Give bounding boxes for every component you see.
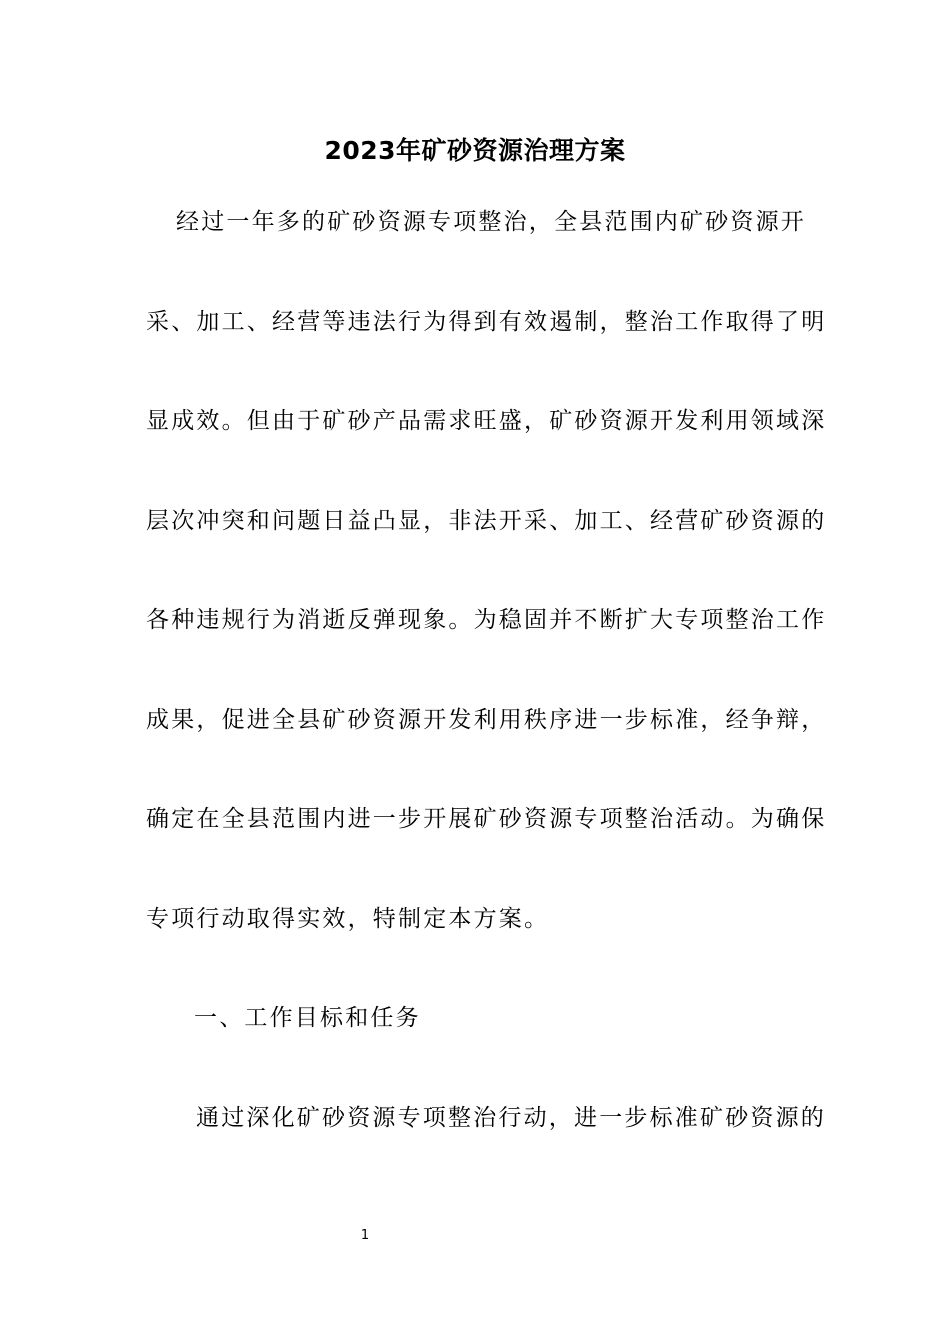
paragraph-1-line-8: 专项行动取得实效，特制定本方案。 (146, 906, 550, 932)
paragraph-1-line-3: 显成效。但由于矿砂产品需求旺盛，矿砂资源开发利用领域深 (146, 408, 827, 434)
page-number: 1 (360, 1228, 370, 1243)
paragraph-1-line-4: 层次冲突和问题日益凸显，非法开采、加工、经营矿砂资源的 (146, 508, 827, 534)
document-title: 2023年矿砂资源治理方案 (324, 136, 626, 165)
paragraph-1-line-1: 经过一年多的矿砂资源专项整治，全县范围内矿砂资源开 (176, 209, 806, 235)
paragraph-1-line-2: 采、加工、经营等违法行为得到有效遏制，整治工作取得了明 (146, 309, 827, 335)
paragraph-1-line-5: 各种违规行为消逝反弹现象。为稳固并不断扩大专项整治工作 (146, 607, 827, 633)
section-heading: 一、工作目标和任务 (194, 1005, 421, 1031)
paragraph-2-line-1: 通过深化矿砂资源专项整治行动，进一步标准矿砂资源的 (196, 1105, 826, 1131)
paragraph-1-line-7: 确定在全县范围内进一步开展矿砂资源专项整治活动。为确保 (146, 806, 827, 832)
paragraph-1-line-6: 成果，促进全县矿砂资源开发利用秩序进一步标准，经争辩， (146, 707, 827, 733)
